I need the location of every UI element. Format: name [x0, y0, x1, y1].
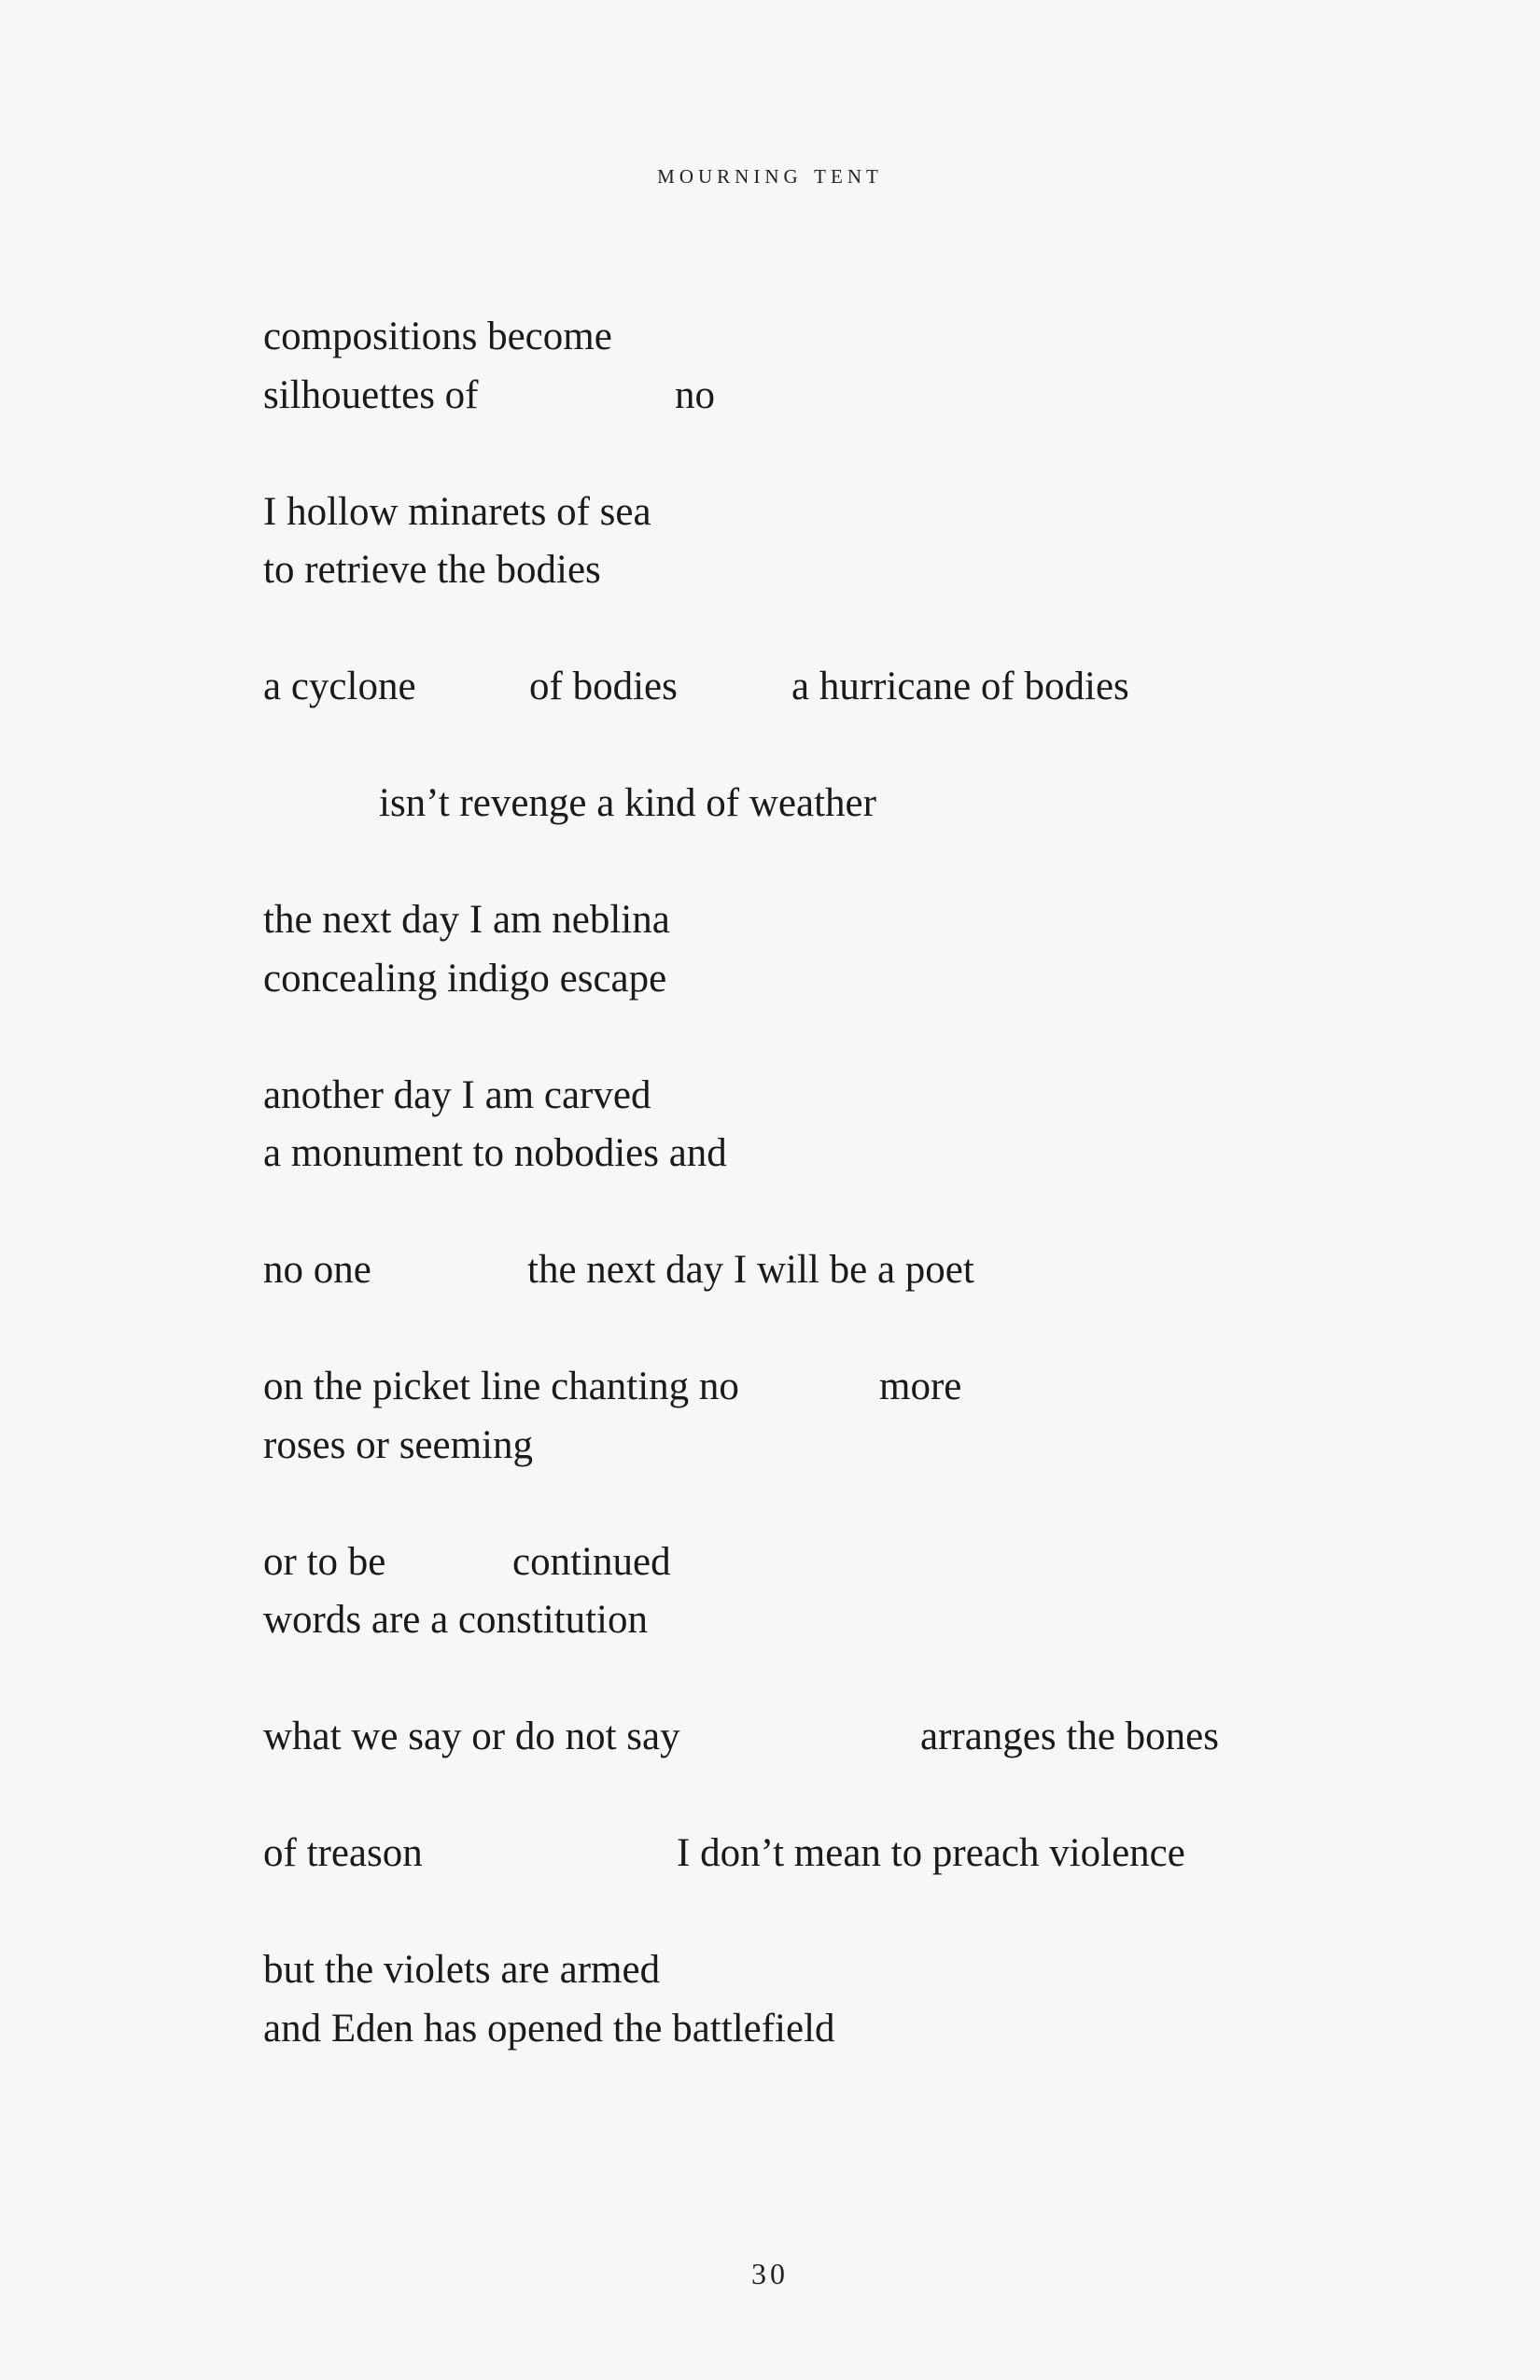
poem-line: [0, 1708, 1540, 1766]
poem-line: [0, 1067, 1540, 1125]
line-segment: silhouettes of: [263, 373, 479, 417]
line-segment: continued: [512, 1540, 671, 1584]
line-segment: concealing indigo escape: [263, 957, 667, 1001]
poem-line: [0, 483, 1540, 541]
line-segment: compositions become: [263, 315, 612, 358]
line-segment: of bodies: [529, 665, 678, 708]
line-segment: to retrieve the bodies: [263, 548, 601, 592]
poem-line: [0, 308, 1540, 366]
poem-line: [0, 1358, 1540, 1416]
poem-line: [0, 1591, 1540, 1649]
line-segment: no: [675, 373, 715, 417]
poem-line: [0, 367, 1540, 425]
running-head: mourning tent: [657, 159, 883, 189]
line-segment: more: [879, 1365, 962, 1408]
line-segment: and Eden has opened the battlefield: [263, 2007, 835, 2051]
line-segment: isn’t revenge a kind of weather: [379, 781, 876, 825]
poem-line: [0, 1825, 1540, 1883]
line-segment: a monument to nobodies and: [263, 1131, 727, 1175]
poem-line: [0, 1125, 1540, 1183]
line-segment: a hurricane of bodies: [791, 665, 1129, 708]
line-segment: what we say or do not say: [263, 1715, 680, 1758]
line-segment: or to be: [263, 1540, 386, 1584]
line-segment: the next day I will be a poet: [527, 1248, 974, 1292]
poem-line: [0, 1241, 1540, 1299]
line-segment: roses or seeming: [263, 1423, 533, 1467]
line-segment: arranges the bones: [920, 1715, 1219, 1758]
poem-line: [0, 891, 1540, 949]
poem-line: [0, 950, 1540, 1008]
line-segment: a cyclone: [263, 665, 416, 708]
poem-line: [0, 775, 1540, 833]
poem-line: [0, 1533, 1540, 1591]
line-segment: another day I am carved: [263, 1073, 651, 1117]
line-segment: the next day I am neblina: [263, 898, 670, 942]
line-segment: words are a constitution: [263, 1598, 648, 1642]
line-segment: I hollow minarets of sea: [263, 490, 651, 534]
poem-line: [0, 2000, 1540, 2058]
line-segment: I don’t mean to preach violence: [677, 1831, 1185, 1875]
line-segment: on the picket line chanting no: [263, 1365, 739, 1408]
poem-line: [0, 1417, 1540, 1475]
poem-line: [0, 541, 1540, 599]
poem-line: [0, 1941, 1540, 1999]
poem-line: [0, 658, 1540, 716]
line-segment: but the violets are armed: [263, 1948, 661, 1992]
line-segment: of treason: [263, 1831, 423, 1875]
page-number: 30: [751, 2257, 789, 2290]
line-segment: no one: [263, 1248, 371, 1292]
